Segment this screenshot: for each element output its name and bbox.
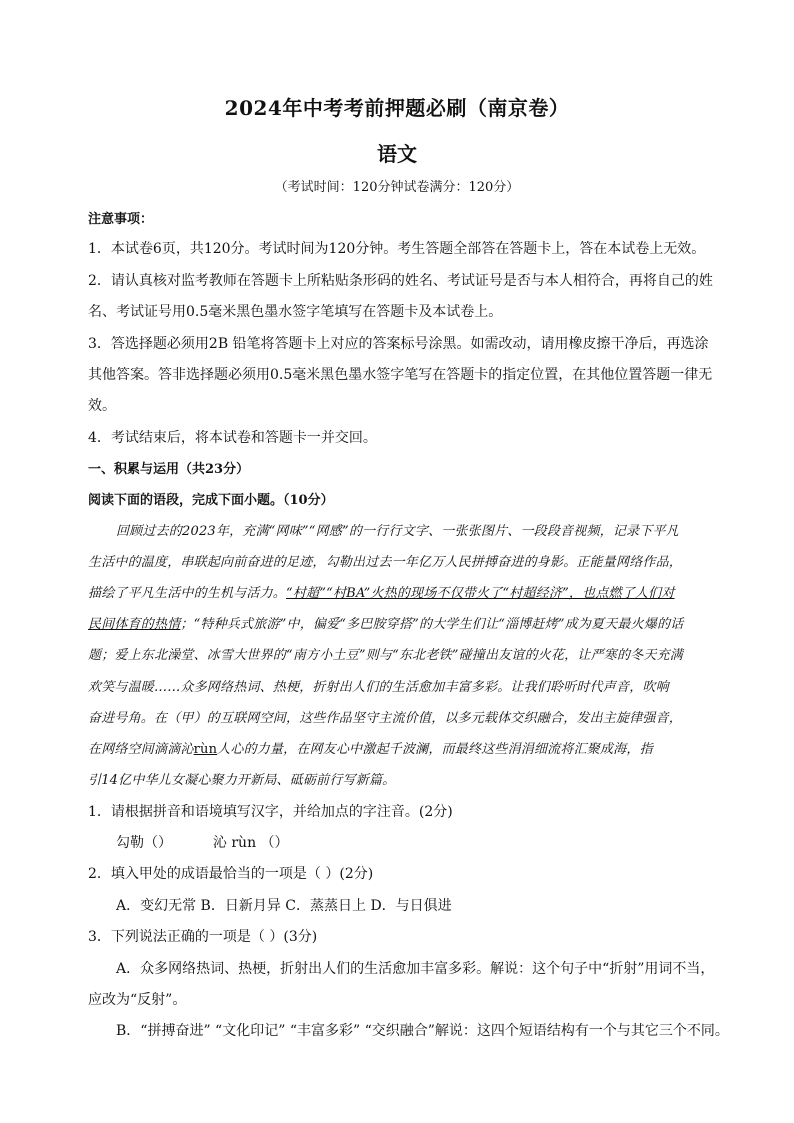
passage-line-7: 奋进号角。在（甲）的互联网空间，这些作品坚守主流价值，以多元载体交织融合，发出主旋律强音， (88, 711, 683, 726)
page-title: 2024年中考考前押题必刷（南京卷） (224, 96, 570, 120)
pinyin-run: rùn (193, 742, 218, 757)
question-3-option-b: B．“拼搏奋进” “文化印记” “丰富多彩” “交织融合”解说：这四个短语结构有一个与其它三个不同。 (116, 1023, 729, 1039)
question-1-blanks (116, 832, 736, 852)
blank-qinrun: 沁 rùn （） (212, 835, 289, 851)
note-4: 4．考试结束后，将本试卷和答题卡一并交回。 (88, 430, 377, 446)
passage-line-1: 回顾过去的2023年，充满“网味”“网感”的一行行文字、一张张图片、一段段音视频，记录下平凡 (116, 524, 679, 539)
section-title: 一、积累与运用（共23分） (88, 462, 250, 477)
question-1: 1．请根据拼音和语境填写汉字，并给加点的字注音。(2分) (88, 804, 453, 820)
exam-meta: （考试时间：120分钟试卷满分：120分） (274, 180, 520, 195)
question-2: 2．填入甲处的成语最恰当的一项是（ ）(2分) (88, 866, 374, 882)
question-2-options: A．变幻无常 B．日新月异 C．蒸蒸日上 D．与日俱进 (116, 898, 452, 914)
note-1: 1．本试卷6页，共120分。考试时间为120分钟。考生答题全部答在答题卡上，答在本试卷上无效。 (88, 241, 706, 257)
underlined-sentence: “村超”“村BA”火热的现场不仅带火了“村超经济”，也点燃了人们对 (286, 586, 675, 601)
passage-line-4 (88, 613, 708, 632)
note-3-line-2: 其他答案。答非选择题必须用0.5毫米黑色墨水签字笔写在答题卡的指定位置，在其他位置答题一律无 (88, 367, 713, 383)
passage-line-9: 引14亿中华儿女凝心聚力开新局、砥砺前行写新篇。 (88, 773, 396, 788)
passage-line-6: 欢笑与温暖……众多网络热词、热梗，折射出人们的生活愈加丰富多彩。让我们聆听时代声音，吹响 (88, 680, 669, 695)
note-3-line-3: 效。 (88, 398, 116, 414)
blank-goule: 勾勒（） (116, 835, 172, 851)
underlined-sentence-end: 民间体育的热情 (88, 617, 181, 632)
notes-heading: 注意事项： (88, 212, 154, 227)
passage-text: 人心的力量，在网友心中激起千波澜，而最终这些涓涓细流将汇聚成海，指 (217, 742, 653, 757)
passage-text: 在网络空间滴滴沁 (88, 742, 194, 757)
passage-text: ；“特种兵式旅游”中，偏爱“多巴胺穿搭”的大学生们让“淄博赶烤”成为夏天最火爆的话 (180, 617, 684, 632)
passage-line-2: 生活中的温度，串联起向前奋进的足迹，勾勒出过去一年亿万人民拼搏奋进的身影。正能量网络作品， (88, 555, 683, 570)
passage-line-8 (88, 738, 708, 757)
question-3-option-a-line-1: A．众多网络热词、热梗，折射出人们的生活愈加丰富多彩。解说：这个句子中“折射”用词不当， (116, 961, 715, 977)
passage-text: 描绘了平凡生活中的生机与活力。 (88, 586, 287, 601)
subject-title: 语文 (377, 142, 417, 166)
question-3-option-a-line-2: 应改为“反射”。 (88, 992, 187, 1008)
note-2-line-2: 名、考试证号用0.5毫米黑色墨水签字笔填写在答题卡及本试卷上。 (88, 304, 503, 320)
note-2-line-1: 2．请认真核对监考教师在答题卡上所粘贴条形码的姓名、考试证号是否与本人相符合，再将自己的姓 (88, 273, 713, 289)
question-3: 3．下列说法正确的一项是（ ）(3分) (88, 929, 318, 945)
section-prompt: 阅读下面的语段，完成下面小题。（10分） (88, 493, 334, 508)
passage-line-5: 题；爱上东北澡堂、冰雪大世界的“南方小土豆”则与“东北老铁”碰撞出友谊的火花，让严寒的冬天充满 (88, 648, 683, 663)
note-3-line-1: 3．答选择题必须用2B 铅笔将答题卡上对应的答案标号涂黑。如需改动，请用橡皮擦干净后，再选涂 (88, 336, 709, 352)
passage-line-3 (88, 582, 708, 601)
